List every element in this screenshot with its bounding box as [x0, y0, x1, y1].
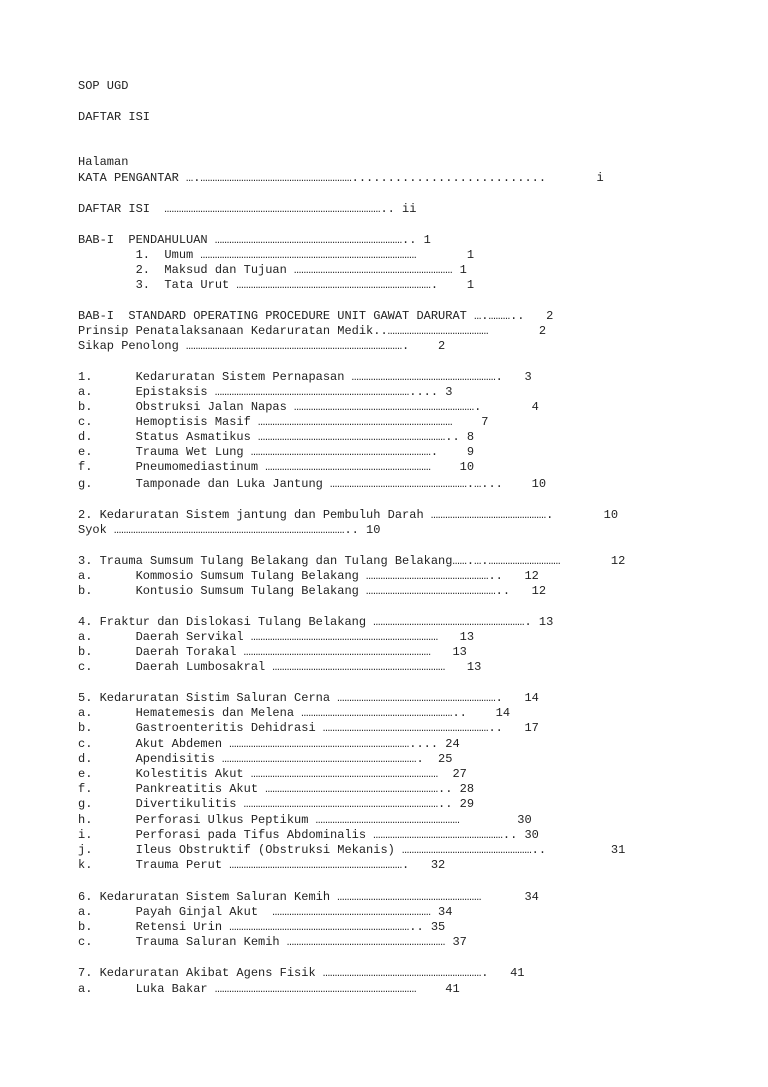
doc-title: SOP UGD	[78, 79, 129, 93]
toc-entry: e. Trauma Wet Lung …………………………………………………………………. 9	[78, 445, 475, 459]
toc-entry: 3. Tata Urut ………………………………………………………………………. 1	[78, 278, 475, 292]
toc-entry: b. Obstruksi Jalan Napas …………………………………………………………………. 4	[78, 400, 539, 414]
toc-entry: a. Kommosio Sumsum Tulang Belakang …………………………………………….. 12	[78, 569, 539, 583]
toc-entry: 4. Fraktur dan Dislokasi Tulang Belakang ………………………………………………………. 13	[78, 615, 554, 629]
toc-entry: a. Hematemesis dan Melena ……………………………………………………….. 14	[78, 706, 511, 720]
toc-entry: b. Retensi Urin ………………………………………………………………….. 35	[78, 920, 446, 934]
toc-entry: c. Daerah Lumbosakral ……………………………………………………………… 13	[78, 660, 482, 674]
toc-entry: 2. Kedaruratan Sistem jantung dan Pembuluh Darah …………………………………………. 10	[78, 508, 619, 522]
toc-entry: j. Ileus Obstruktif (Obstruksi Mekanis) ……………………………………………….. 31	[78, 843, 626, 857]
toc-entry: g. Tamponade dan Luka Jantung ………………………………………………….…... 10	[78, 477, 547, 491]
toc-entry: Prinsip Penatalaksanaan Kedaruratan Medik..…………………………………… 2	[78, 324, 547, 338]
toc-entry: h. Perforasi Ulkus Peptikum …………………………………………………… 30	[78, 813, 532, 827]
toc-entry: c. Akut Abdemen ………………………………………………………………….... 24	[78, 737, 460, 751]
toc-entry: a. Luka Bakar ………………………………………………………………………… 41	[78, 982, 460, 996]
toc-entry: k. Trauma Perut ………………………………………………………………. 32	[78, 858, 446, 872]
toc-entry: a. Daerah Servikal …………………………………………………………………… 13	[78, 630, 475, 644]
toc-entry: c. Hemoptisis Masif ……………………………………………………………………… 7	[78, 415, 489, 429]
toc-entry: KATA PENGANTAR ….………………………………………………………........................... i	[78, 171, 604, 185]
toc-entry: f. Pneumomediastinum …………………………………………………………… 10	[78, 460, 475, 474]
toc-entry: a. Payah Ginjal Akut ………………………………………………………… 34	[78, 905, 453, 919]
toc-entry: Syok …………………………………………………………………………………….. 10	[78, 523, 381, 537]
toc-entry: 1. Kedaruratan Sistem Pernapasan ……………………………………………………. 3	[78, 370, 532, 384]
toc-entry: b. Gastroenteritis Dehidrasi …………………………………………………………….. 17	[78, 721, 539, 735]
toc-entry: d. Apendisitis ………………………………………………………………………. 25	[78, 752, 453, 766]
toc-entry: b. Daerah Torakal …………………………………………………………………… 13	[78, 645, 467, 659]
toc-entry: DAFTAR ISI ……………………………………………………………………………….. ii	[78, 202, 417, 216]
toc-entry: 6. Kedaruratan Sistem Saluran Kemih …………………………………………………… 34	[78, 890, 539, 904]
halaman-label: Halaman	[78, 155, 129, 169]
toc-entry: 7. Kedaruratan Akibat Agens Fisik …………………………………………………………. 41	[78, 966, 525, 980]
toc-heading: DAFTAR ISI	[78, 110, 151, 124]
toc-entry: 1. Umum ……………………………………………………………………………… 1	[78, 248, 475, 262]
toc-entry: 3. Trauma Sumsum Tulang Belakang dan Tulang Belakang…….….………………………… 12	[78, 554, 626, 568]
toc-entry: BAB-I PENDAHULUAN …………………………………………………………………….. 1	[78, 233, 431, 247]
toc-entry: c. Trauma Saluran Kemih ………………………………………………………… 37	[78, 935, 467, 949]
toc-entry: d. Status Asmatikus …………………………………………………………………….. 8	[78, 430, 475, 444]
toc-entry: BAB-I STANDARD OPERATING PROCEDURE UNIT GAWAT DARURAT ….……….. 2	[78, 309, 554, 323]
toc-entry: a. Epistaksis ……………………………………………………………………….... 3	[78, 385, 453, 399]
toc-entry: e. Kolestitis Akut …………………………………………………………………… 27	[78, 767, 467, 781]
toc-entry: 2. Maksud dan Tujuan ………………………………………………………… 1	[78, 263, 467, 277]
toc-entry: f. Pankreatitis Akut ……………………………………………………………….. 28	[78, 782, 475, 796]
toc-entry: Sikap Penolong ………………………………………………………………………………. 2	[78, 339, 446, 353]
toc-entry: i. Perforasi pada Tifus Abdominalis ……………………………………………….. 30	[78, 828, 539, 842]
toc-entry: 5. Kedaruratan Sistim Saluran Cerna …………………………………………………………. 14	[78, 691, 539, 705]
toc-entry: b. Kontusio Sumsum Tulang Belakang ……………………………………………….. 12	[78, 584, 547, 598]
toc-entry: g. Divertikulitis ……………………………………………………………………….. 29	[78, 797, 475, 811]
